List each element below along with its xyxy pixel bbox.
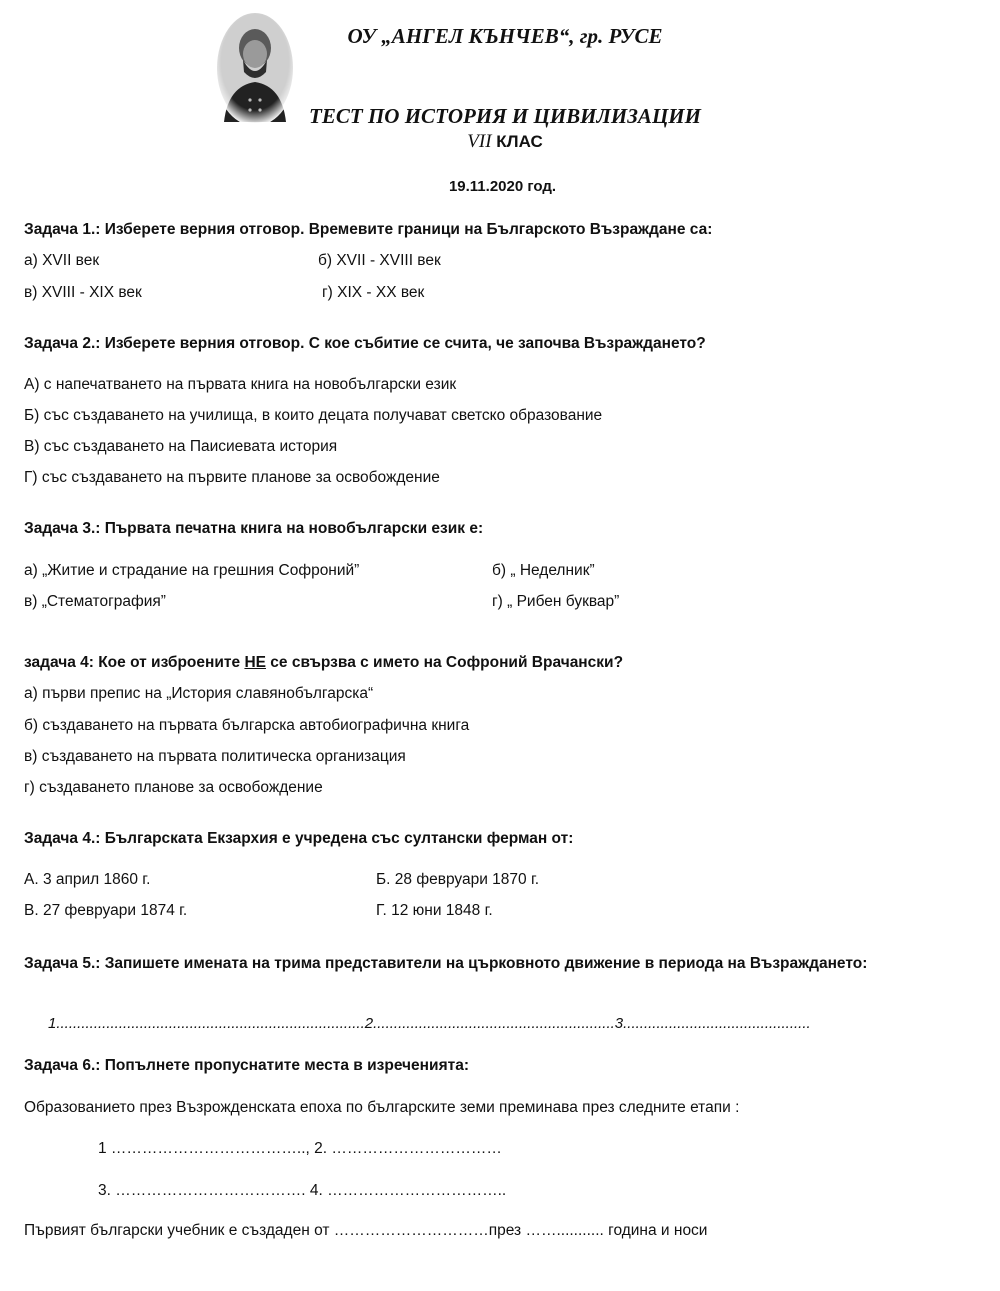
q1-option-c: в) XVIII - XIX век	[24, 284, 142, 301]
question-4	[24, 654, 623, 672]
question-4b: Задача 4.: Българската Екзархия е учредена със султански ферман от:	[24, 830, 574, 847]
q2-option-d: Г) със създаването на първите планове за освобождение	[24, 469, 440, 486]
q5-answer-blanks[interactable]: 1..........................................................................2..........................................................3.............................................	[48, 1015, 811, 1032]
grade-label: КЛАС	[496, 132, 543, 151]
question-6: Задача 6.: Попълнете пропуснатите места в изреченията:	[24, 1057, 469, 1074]
q3-option-a: а) „Житие и страдание на грешния Софроний”	[24, 562, 360, 579]
q4b-option-b: Б. 28 февруари 1870 г.	[376, 871, 540, 888]
q4-option-c: в) създаването на първата политическа организация	[24, 748, 406, 765]
q3-option-c: в) „Стематография”	[24, 593, 166, 610]
q1-option-b: б) XVII - XVIII век	[318, 252, 441, 269]
q4-option-d: г) създаването планове за освобождение	[24, 779, 323, 796]
q3-option-d: г) „ Рибен буквар”	[492, 593, 620, 610]
q4-option-a: а) първи препис на „История славянобългарска“	[24, 685, 374, 702]
grade-line	[0, 131, 1000, 153]
q1-option-d: г) XIX - XX век	[322, 284, 425, 301]
school-name: ОУ „АНГЕЛ КЪНЧЕВ“, гр. РУСЕ	[347, 24, 663, 48]
q4b-option-a: А. 3 април 1860 г.	[24, 871, 151, 888]
q2-option-c: В) със създаването на Паисиевата история	[24, 438, 338, 455]
question-3: Задача 3.: Първата печатна книга на новобългарски език е:	[24, 520, 484, 537]
test-title: ТЕСТ ПО ИСТОРИЯ И ЦИВИЛИЗАЦИИ	[309, 104, 701, 128]
q6-blank-line-1[interactable]: 1 ……………………………….., 2. ……………………………	[98, 1140, 502, 1157]
question-1: Задача 1.: Изберете верния отговор. Времевите граници на Българското Възраждане са:	[24, 221, 713, 238]
q2-option-a: А) с напечатването на първата книга на новобългарски език	[24, 376, 457, 393]
q4b-option-d: Г. 12 юни 1848 г.	[376, 902, 493, 919]
test-date: 19.11.2020 год.	[448, 178, 557, 195]
question-5: Задача 5.: Запишете имената на трима представители на църковното движение в периода на Възраждането:	[24, 955, 868, 972]
q6-last-sentence[interactable]: Първият български учебник е създаден от …………………………през ……........... година и носи	[24, 1222, 708, 1239]
grade-roman: VII	[467, 131, 492, 152]
q4-text-after: се свързва с името на Софроний Врачански?	[265, 654, 624, 671]
q4-option-b: б) създаването на първата българска автобиографична книга	[24, 717, 470, 734]
q3-option-b: б) „ Неделник”	[492, 562, 595, 579]
q2-option-b: Б) със създаването на училища, в които децата получават светско образование	[24, 407, 603, 424]
q6-sentence: Образованието през Възрожденската епоха по българските земи преминава през следните етапи :	[24, 1099, 740, 1116]
q4b-option-c: В. 27 февруари 1874 г.	[24, 902, 188, 919]
q6-blank-line-2[interactable]: 3. ………………………………. 4. ……………………………..	[98, 1182, 507, 1199]
q4-text-before: задача 4: Кое от изброените	[24, 654, 245, 671]
q1-option-a: а) XVII век	[24, 252, 100, 269]
question-2: Задача 2.: Изберете верния отговор. С кое събитие се счита, че започва Възраждането?	[24, 335, 706, 352]
q4-text-underlined: НЕ	[244, 654, 266, 671]
